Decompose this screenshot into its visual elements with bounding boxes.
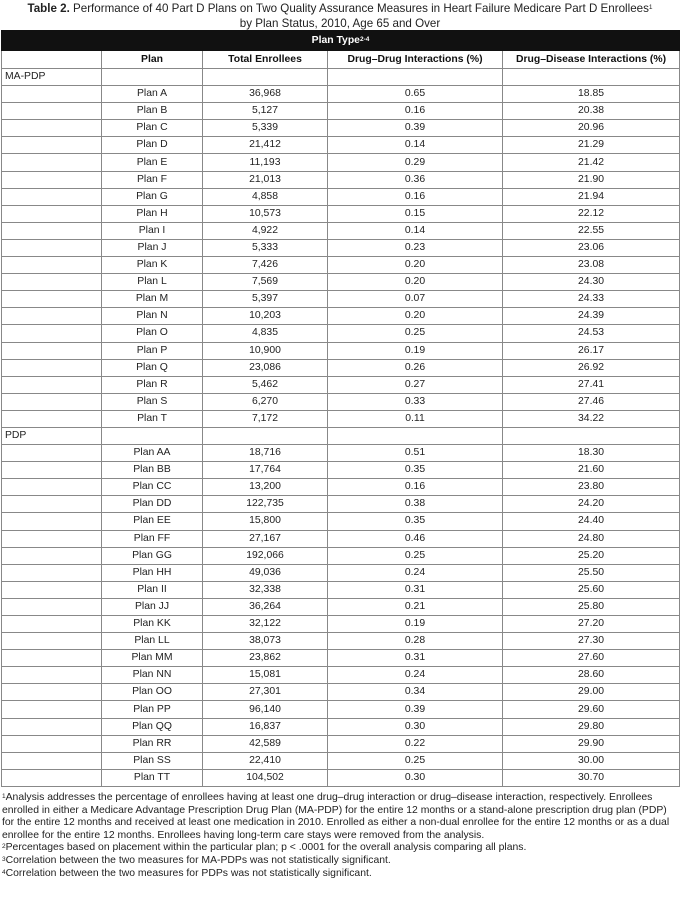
drug-drug-cell: 0.51 (328, 445, 503, 462)
footnote (2, 792, 678, 842)
drug-disease-cell: 26.92 (503, 359, 680, 376)
empty-cell (2, 103, 102, 120)
total-enrollees-cell: 15,800 (203, 513, 328, 530)
table-row (2, 735, 680, 752)
plan-name-cell: Plan RR (102, 735, 203, 752)
drug-drug-cell: 0.16 (328, 103, 503, 120)
table-row (2, 137, 680, 154)
drug-disease-cell: 25.20 (503, 547, 680, 564)
table-row (2, 547, 680, 564)
group-row (2, 427, 680, 444)
drug-drug-cell: 0.33 (328, 393, 503, 410)
drug-disease-cell: 27.20 (503, 616, 680, 633)
drug-disease-cell: 30.00 (503, 752, 680, 769)
empty-cell (102, 69, 203, 86)
total-enrollees-cell: 22,410 (203, 752, 328, 769)
drug-drug-cell: 0.20 (328, 308, 503, 325)
table-row (2, 257, 680, 274)
table-title-text: Performance of 40 Part D Plans on Two Quality Assurance Measures in Heart Failure Medicare Part D Enrollees (69, 2, 649, 15)
empty-cell (2, 598, 102, 615)
plan-name-cell: Plan C (102, 120, 203, 137)
plan-name-cell: Plan QQ (102, 718, 203, 735)
plan-name-cell: Plan R (102, 376, 203, 393)
plan-name-cell: Plan EE (102, 513, 203, 530)
drug-disease-cell: 25.80 (503, 598, 680, 615)
drug-drug-cell: 0.22 (328, 735, 503, 752)
total-enrollees-cell: 16,837 (203, 718, 328, 735)
total-enrollees-cell: 5,339 (203, 120, 328, 137)
drug-drug-cell: 0.14 (328, 222, 503, 239)
table-row (2, 616, 680, 633)
drug-disease-cell: 29.90 (503, 735, 680, 752)
plan-name-cell: Plan SS (102, 752, 203, 769)
table-row (2, 325, 680, 342)
table-row (2, 462, 680, 479)
empty-cell (203, 427, 328, 444)
plan-name-cell: Plan Q (102, 359, 203, 376)
group-label: MA-PDP (2, 69, 102, 86)
empty-cell (2, 462, 102, 479)
footnote (2, 855, 678, 868)
column-header-group (2, 51, 102, 69)
table-row (2, 274, 680, 291)
empty-cell (2, 735, 102, 752)
empty-cell (2, 376, 102, 393)
drug-drug-cell: 0.25 (328, 752, 503, 769)
plan-name-cell: Plan PP (102, 701, 203, 718)
plan-name-cell: Plan KK (102, 616, 203, 633)
drug-disease-cell: 30.70 (503, 769, 680, 786)
drug-drug-cell: 0.24 (328, 564, 503, 581)
drug-disease-cell: 20.96 (503, 120, 680, 137)
plan-name-cell: Plan N (102, 308, 203, 325)
total-enrollees-cell: 7,172 (203, 410, 328, 427)
total-enrollees-cell: 122,735 (203, 496, 328, 513)
plan-name-cell: Plan AA (102, 445, 203, 462)
table-row (2, 581, 680, 598)
empty-cell (2, 616, 102, 633)
drug-disease-cell: 23.80 (503, 479, 680, 496)
footnote-mark: 3 (2, 855, 6, 863)
empty-cell (2, 633, 102, 650)
table-row (2, 376, 680, 393)
total-enrollees-cell: 21,412 (203, 137, 328, 154)
plan-name-cell: Plan MM (102, 650, 203, 667)
total-enrollees-cell: 23,086 (203, 359, 328, 376)
drug-drug-cell: 0.25 (328, 547, 503, 564)
drug-disease-cell: 23.06 (503, 239, 680, 256)
plan-name-cell: Plan E (102, 154, 203, 171)
empty-cell (2, 769, 102, 786)
drug-disease-cell: 20.38 (503, 103, 680, 120)
footnote-text: Correlation between the two measures for MA-PDPs was not statistically significant. (5, 854, 391, 866)
column-header-row (2, 51, 680, 69)
empty-cell (503, 69, 680, 86)
empty-cell (2, 257, 102, 274)
drug-disease-cell: 22.55 (503, 222, 680, 239)
drug-drug-cell: 0.65 (328, 86, 503, 103)
group-label: PDP (2, 427, 102, 444)
drug-disease-cell: 27.60 (503, 650, 680, 667)
drug-drug-cell: 0.28 (328, 633, 503, 650)
empty-cell (2, 308, 102, 325)
plan-name-cell: Plan F (102, 171, 203, 188)
plan-name-cell: Plan GG (102, 547, 203, 564)
empty-cell (2, 581, 102, 598)
table-row (2, 684, 680, 701)
footnote-text: Analysis addresses the percentage of enrollees having at least one drug–drug interaction or drug–disease interaction, respectively. Enrollees enrolled in either a Medicare Advantage Prescription Drug Plan (MA-PDP) for the entire 12 months or a stand-alone prescription drug plan (PDP) for the entire 12 months and received at least one medication in 2010. Enrolled as either a non-dual enrollee for the entire 12 months or as a dual enrollee for the entire 12 months. Enrollees having long-term care stays were removed from the analysis. (2, 791, 670, 841)
table-row (2, 530, 680, 547)
empty-cell (2, 701, 102, 718)
table-row (2, 564, 680, 581)
plan-name-cell: Plan H (102, 205, 203, 222)
table-row (2, 291, 680, 308)
total-enrollees-cell: 10,573 (203, 205, 328, 222)
footnote-mark: 4 (2, 868, 6, 876)
table-row (2, 205, 680, 222)
drug-disease-cell: 21.60 (503, 462, 680, 479)
total-enrollees-cell: 96,140 (203, 701, 328, 718)
table-row (2, 86, 680, 103)
empty-cell (2, 650, 102, 667)
drug-disease-cell: 29.60 (503, 701, 680, 718)
table-row (2, 598, 680, 615)
plan-name-cell: Plan I (102, 222, 203, 239)
drug-disease-cell: 24.20 (503, 496, 680, 513)
empty-cell (2, 239, 102, 256)
plan-name-cell: Plan NN (102, 667, 203, 684)
drug-disease-cell: 18.85 (503, 86, 680, 103)
table-row (2, 752, 680, 769)
drug-drug-cell: 0.20 (328, 257, 503, 274)
drug-drug-cell: 0.11 (328, 410, 503, 427)
table-row (2, 479, 680, 496)
drug-disease-cell: 21.90 (503, 171, 680, 188)
empty-cell (2, 410, 102, 427)
total-enrollees-cell: 192,066 (203, 547, 328, 564)
drug-drug-cell: 0.39 (328, 701, 503, 718)
empty-cell (2, 564, 102, 581)
drug-disease-cell: 29.80 (503, 718, 680, 735)
drug-disease-cell: 24.30 (503, 274, 680, 291)
empty-cell (2, 479, 102, 496)
table-row (2, 513, 680, 530)
total-enrollees-cell: 5,397 (203, 291, 328, 308)
drug-disease-cell: 22.12 (503, 205, 680, 222)
plan-name-cell: Plan LL (102, 633, 203, 650)
total-enrollees-cell: 21,013 (203, 171, 328, 188)
drug-disease-cell: 24.53 (503, 325, 680, 342)
table-body (2, 69, 680, 787)
total-enrollees-cell: 4,922 (203, 222, 328, 239)
plan-name-cell: Plan J (102, 239, 203, 256)
plan-name-cell: Plan BB (102, 462, 203, 479)
table-row (2, 103, 680, 120)
drug-disease-cell: 21.29 (503, 137, 680, 154)
empty-cell (2, 274, 102, 291)
empty-cell (2, 325, 102, 342)
empty-cell (2, 445, 102, 462)
empty-cell (2, 291, 102, 308)
drug-disease-cell: 29.00 (503, 684, 680, 701)
empty-cell (328, 69, 503, 86)
footnote-text: Percentages based on placement within the particular plan; p < .0001 for the overall analysis comparing all plans. (5, 842, 527, 854)
total-enrollees-cell: 104,502 (203, 769, 328, 786)
total-enrollees-cell: 4,858 (203, 188, 328, 205)
plan-type-banner-row (2, 31, 680, 51)
total-enrollees-cell: 7,569 (203, 274, 328, 291)
drug-drug-cell: 0.15 (328, 205, 503, 222)
total-enrollees-cell: 38,073 (203, 633, 328, 650)
table-number: Table 2. (27, 2, 70, 15)
drug-drug-cell: 0.30 (328, 718, 503, 735)
plan-name-cell: Plan JJ (102, 598, 203, 615)
drug-disease-cell: 34.22 (503, 410, 680, 427)
column-header-plan: Plan (102, 51, 203, 69)
empty-cell (2, 154, 102, 171)
drug-disease-cell: 23.08 (503, 257, 680, 274)
footnote (2, 842, 678, 855)
drug-disease-cell: 26.17 (503, 342, 680, 359)
table-row (2, 667, 680, 684)
drug-disease-cell: 28.60 (503, 667, 680, 684)
drug-disease-cell: 18.30 (503, 445, 680, 462)
table-row (2, 171, 680, 188)
drug-disease-cell: 21.42 (503, 154, 680, 171)
table-title-line2: by Plan Status, 2010, Age 65 and Over (239, 16, 441, 30)
total-enrollees-cell: 15,081 (203, 667, 328, 684)
plan-name-cell: Plan FF (102, 530, 203, 547)
total-enrollees-cell: 32,338 (203, 581, 328, 598)
total-enrollees-cell: 27,167 (203, 530, 328, 547)
drug-disease-cell: 21.94 (503, 188, 680, 205)
drug-drug-cell: 0.38 (328, 496, 503, 513)
total-enrollees-cell: 6,270 (203, 393, 328, 410)
empty-cell (503, 427, 680, 444)
total-enrollees-cell: 49,036 (203, 564, 328, 581)
plan-name-cell: Plan B (102, 103, 203, 120)
drug-drug-cell: 0.19 (328, 616, 503, 633)
plan-name-cell: Plan M (102, 291, 203, 308)
plan-name-cell: Plan O (102, 325, 203, 342)
drug-drug-cell: 0.31 (328, 650, 503, 667)
drug-disease-cell: 24.39 (503, 308, 680, 325)
table-row (2, 359, 680, 376)
drug-drug-cell: 0.23 (328, 239, 503, 256)
empty-cell (2, 752, 102, 769)
empty-cell (2, 667, 102, 684)
total-enrollees-cell: 7,426 (203, 257, 328, 274)
footnote (2, 868, 678, 881)
total-enrollees-cell: 42,589 (203, 735, 328, 752)
table-row (2, 445, 680, 462)
total-enrollees-cell: 18,716 (203, 445, 328, 462)
total-enrollees-cell: 5,127 (203, 103, 328, 120)
empty-cell (2, 137, 102, 154)
drug-drug-cell: 0.21 (328, 598, 503, 615)
drug-disease-cell: 24.40 (503, 513, 680, 530)
total-enrollees-cell: 17,764 (203, 462, 328, 479)
plan-name-cell: Plan OO (102, 684, 203, 701)
total-enrollees-cell: 13,200 (203, 479, 328, 496)
drug-disease-cell: 27.30 (503, 633, 680, 650)
empty-cell (2, 718, 102, 735)
empty-cell (2, 171, 102, 188)
empty-cell (2, 342, 102, 359)
plan-name-cell: Plan HH (102, 564, 203, 581)
footnotes (0, 787, 680, 880)
empty-cell (2, 188, 102, 205)
drug-disease-cell: 27.46 (503, 393, 680, 410)
drug-drug-cell: 0.31 (328, 581, 503, 598)
empty-cell (102, 427, 203, 444)
drug-drug-cell: 0.07 (328, 291, 503, 308)
table-row (2, 410, 680, 427)
table-title (0, 0, 680, 30)
plan-name-cell: Plan L (102, 274, 203, 291)
total-enrollees-cell: 5,462 (203, 376, 328, 393)
empty-cell (2, 684, 102, 701)
drug-drug-cell: 0.35 (328, 462, 503, 479)
table-row (2, 393, 680, 410)
drug-drug-cell: 0.25 (328, 325, 503, 342)
drug-drug-cell: 0.20 (328, 274, 503, 291)
total-enrollees-cell: 4,835 (203, 325, 328, 342)
drug-drug-cell: 0.26 (328, 359, 503, 376)
footnote-mark: 2 (2, 843, 6, 851)
total-enrollees-cell: 10,203 (203, 308, 328, 325)
drug-drug-cell: 0.27 (328, 376, 503, 393)
table-row (2, 701, 680, 718)
drug-drug-cell: 0.29 (328, 154, 503, 171)
total-enrollees-cell: 5,333 (203, 239, 328, 256)
footnote-mark: 1 (2, 792, 6, 800)
empty-cell (328, 427, 503, 444)
column-header-drug-disease: Drug–Disease Interactions (%) (503, 51, 680, 69)
drug-drug-cell: 0.16 (328, 479, 503, 496)
table-row (2, 342, 680, 359)
empty-cell (2, 222, 102, 239)
plan-name-cell: Plan T (102, 410, 203, 427)
table-row (2, 188, 680, 205)
drug-drug-cell: 0.46 (328, 530, 503, 547)
empty-cell (2, 359, 102, 376)
empty-cell (2, 547, 102, 564)
empty-cell (2, 86, 102, 103)
footnote-text: Correlation between the two measures for PDPs was not statistically significant. (5, 867, 372, 879)
drug-drug-cell: 0.35 (328, 513, 503, 530)
column-header-drug-drug: Drug–Drug Interactions (%) (328, 51, 503, 69)
table-row (2, 496, 680, 513)
total-enrollees-cell: 23,862 (203, 650, 328, 667)
plan-name-cell: Plan DD (102, 496, 203, 513)
total-enrollees-cell: 32,122 (203, 616, 328, 633)
table-row (2, 222, 680, 239)
table-row (2, 650, 680, 667)
plan-type-banner: Plan Type$^{2-4}$ (2, 31, 680, 51)
plan-name-cell: Plan K (102, 257, 203, 274)
empty-cell (203, 69, 328, 86)
plan-name-cell: Plan G (102, 188, 203, 205)
drug-drug-cell: 0.36 (328, 171, 503, 188)
empty-cell (2, 496, 102, 513)
column-header-total-enrollees: Total Enrollees (203, 51, 328, 69)
drug-disease-cell: 27.41 (503, 376, 680, 393)
table-row (2, 633, 680, 650)
table-row (2, 718, 680, 735)
empty-cell (2, 513, 102, 530)
empty-cell (2, 530, 102, 547)
table-row (2, 239, 680, 256)
drug-disease-cell: 25.60 (503, 581, 680, 598)
title-footnote-mark: 1 (648, 4, 653, 11)
table-row (2, 769, 680, 786)
plan-name-cell: Plan A (102, 86, 203, 103)
table-row (2, 308, 680, 325)
drug-drug-cell: 0.24 (328, 667, 503, 684)
drug-drug-cell: 0.14 (328, 137, 503, 154)
drug-disease-cell: 24.80 (503, 530, 680, 547)
drug-drug-cell: 0.16 (328, 188, 503, 205)
total-enrollees-cell: 36,968 (203, 86, 328, 103)
drug-drug-cell: 0.34 (328, 684, 503, 701)
group-row (2, 69, 680, 86)
total-enrollees-cell: 27,301 (203, 684, 328, 701)
drug-disease-cell: 24.33 (503, 291, 680, 308)
empty-cell (2, 120, 102, 137)
total-enrollees-cell: 10,900 (203, 342, 328, 359)
plan-name-cell: Plan S (102, 393, 203, 410)
total-enrollees-cell: 11,193 (203, 154, 328, 171)
drug-drug-cell: 0.39 (328, 120, 503, 137)
total-enrollees-cell: 36,264 (203, 598, 328, 615)
drug-drug-cell: 0.30 (328, 769, 503, 786)
empty-cell (2, 393, 102, 410)
drug-disease-cell: 25.50 (503, 564, 680, 581)
data-table (1, 30, 680, 787)
plan-name-cell: Plan II (102, 581, 203, 598)
drug-drug-cell: 0.19 (328, 342, 503, 359)
plan-name-cell: Plan D (102, 137, 203, 154)
plan-name-cell: Plan P (102, 342, 203, 359)
table-row (2, 120, 680, 137)
plan-name-cell: Plan CC (102, 479, 203, 496)
table-row (2, 154, 680, 171)
empty-cell (2, 205, 102, 222)
plan-name-cell: Plan TT (102, 769, 203, 786)
